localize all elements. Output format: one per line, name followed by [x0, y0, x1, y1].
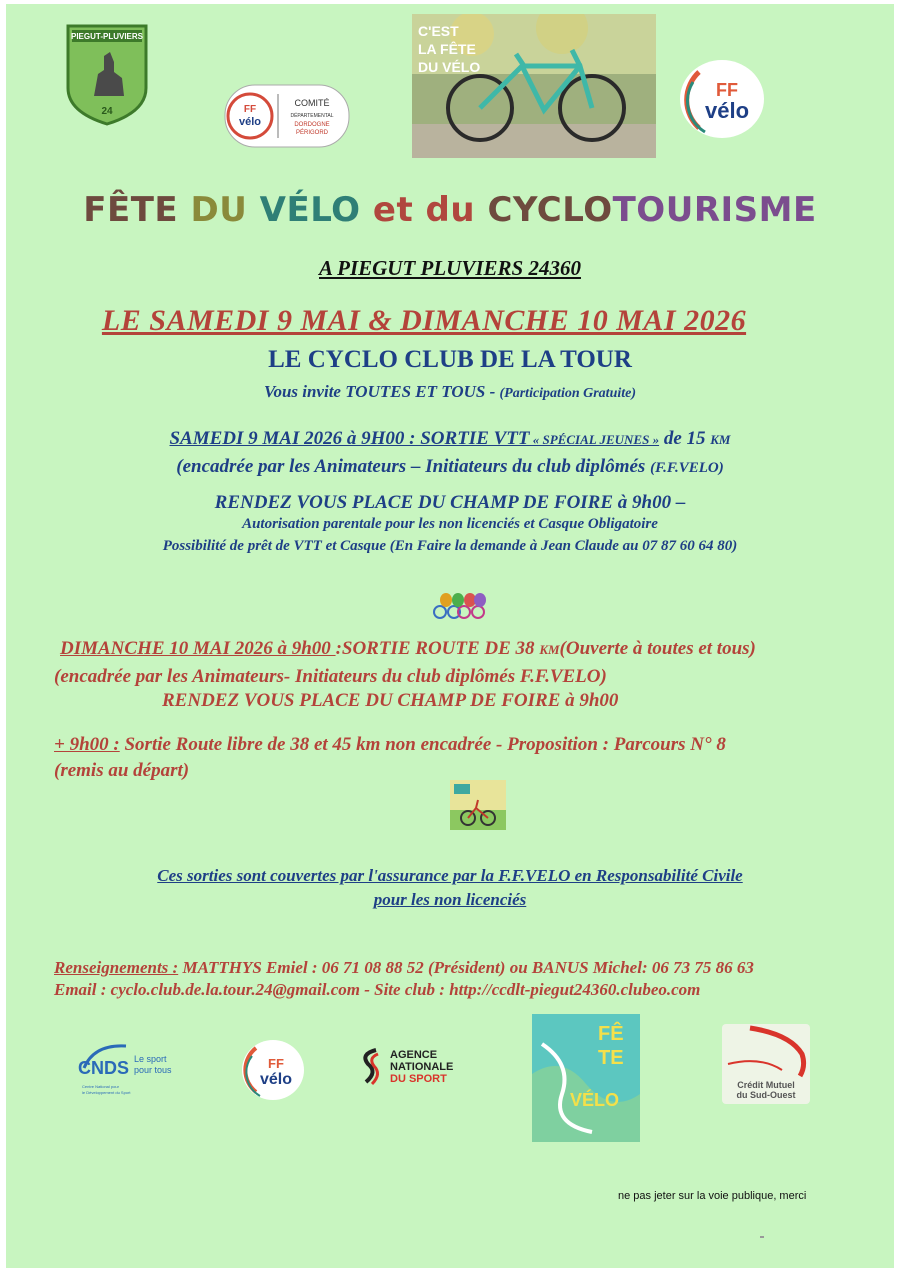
saturday-authorization: Autorisation parentale pour les non licenciés et Casque Obligatoire: [242, 516, 658, 532]
saturday-ffvelo: (F.F.VELO): [650, 460, 724, 476]
ffvelo-logo-bottom: [240, 1038, 306, 1102]
insurance-line-1: Ces sorties sont couvertes par l'assurance par la F.F.VELO en Responsabilité Civile: [157, 866, 743, 885]
invitation-text: Vous invite TOUTES ET TOUS -: [263, 382, 500, 401]
saturday-what: SORTIE VTT: [415, 428, 530, 449]
flyer-page: [6, 4, 894, 1268]
ffvelo2-ff-text: FF: [268, 1056, 284, 1071]
comite-ff-text: FF: [243, 104, 257, 115]
sunday-ride-line: [60, 638, 860, 660]
cnds-name: CNDS: [78, 1058, 130, 1078]
saturday-distance: de 15: [659, 428, 711, 449]
shield-number: 24: [101, 106, 113, 117]
comite-velo-text: vélo: [238, 116, 262, 128]
email-site-line: Email : cyclo.club.de.la.tour.24@gmail.com - Site club : http://ccdlt-piegut24360.clubeo.com: [54, 980, 701, 999]
sunday-when: DIMANCHE 10 MAI 2026 à 9h00: [60, 638, 336, 659]
cnds-sub2: le Développement du Sport: [82, 1090, 131, 1095]
free-ride-line: [54, 734, 874, 756]
free-ride-text: Sortie Route libre de 38 et 45 km non encadrée - Proposition : Parcours N° 8: [119, 734, 726, 755]
photo-line2: LA FÊTE: [418, 41, 476, 57]
cnds-sub1: Centre National pour: [82, 1084, 119, 1089]
free-ride-note: (remis au départ): [54, 760, 190, 781]
title-part-cyclo: CYCLO: [487, 190, 613, 230]
cnds-tagline1: Le sport: [134, 1054, 167, 1064]
comite-line2: DÉPARTEMENTAL: [290, 113, 334, 119]
saturday-loan: Possibilité de prêt de VTT et Casque (En Faire la demande à Jean Claude au 07 87 60 64 80): [162, 538, 738, 554]
comite-line3: DORDOGNE: [294, 122, 330, 128]
poster-line2: TE: [598, 1047, 624, 1069]
page-mark: [760, 1236, 764, 1238]
cnds-logo: [74, 1038, 180, 1100]
free-ride-label: + 9h00 :: [54, 734, 120, 755]
bike-photo: [412, 14, 656, 158]
ans-line3: DU SPORT: [390, 1073, 447, 1085]
credit-mutuel-logo: [720, 1020, 812, 1106]
saturday-ride-line: [6, 428, 894, 450]
sunday-open: (Ouverte à toutes et tous): [559, 638, 756, 659]
main-title: [6, 190, 894, 230]
invitation-line: [6, 382, 894, 402]
saturday-unit: KM: [710, 432, 731, 447]
contact-persons: MATTHYS Emiel : 06 71 08 88 52 (Président) ou BANUS Michel: 06 73 75 86 63: [178, 958, 754, 977]
saturday-meeting: RENDEZ VOUS PLACE DU CHAMP DE FOIRE à 9h00 –: [214, 492, 686, 513]
sunday-unit: KM: [539, 642, 560, 657]
title-part-tourisme: TOURISME: [612, 190, 817, 230]
ffvelo-logo: [677, 58, 767, 140]
dates-heading: LE SAMEDI 9 MAI & DIMANCHE 10 MAI 2026: [101, 304, 747, 337]
poster-line1: FÊ: [598, 1023, 624, 1045]
ffvelo-velo-text: vélo: [704, 98, 750, 123]
title-part-velo: VÉLO: [259, 190, 373, 230]
photo-line1: C'EST: [418, 23, 459, 39]
poster-line3: VÉLO: [570, 1090, 620, 1110]
comite-line1: COMITÉ: [294, 98, 330, 108]
insurance-line-2: pour les non licenciés: [373, 890, 527, 909]
comite-departemental-logo: [224, 84, 350, 148]
contact-line: [54, 958, 874, 978]
ffvelo2-velo-text: vélo: [259, 1071, 293, 1088]
fete-du-velo-poster: [532, 1014, 640, 1142]
saturday-supervision-line: [6, 456, 894, 478]
photo-line3: DU VÉLO: [418, 59, 481, 75]
saturday-special: « SPÉCIAL JEUNES »: [529, 432, 660, 447]
cmso-line1: Crédit Mutuel: [737, 1080, 795, 1090]
agence-nationale-du-sport-logo: [358, 1044, 478, 1088]
sunday-supervision: (encadrée par les Animateurs- Initiateurs du club diplômés F.F.VELO): [54, 666, 607, 687]
sunday-what: :SORTIE ROUTE DE 38: [335, 638, 540, 659]
cmso-line2: du Sud-Ouest: [736, 1090, 796, 1100]
piegut-pluviers-shield-logo: [64, 22, 150, 126]
contact-label: Renseignements :: [54, 958, 179, 977]
title-part-et-du: et du: [372, 190, 488, 230]
saturday-when: SAMEDI 9 MAI 2026 à 9H00 :: [169, 428, 416, 449]
ans-line1: AGENCE: [390, 1049, 438, 1061]
ans-line2: NATIONALE: [390, 1061, 454, 1073]
location-heading: A PIEGUT PLUVIERS 24360: [319, 256, 581, 280]
title-part-fete: FÊTE: [83, 190, 191, 230]
cnds-tagline2: pour tous: [134, 1065, 172, 1075]
shield-title: PIEGUT-PLUVIERS: [70, 32, 144, 41]
cyclists-icon: [430, 588, 492, 620]
fete-du-velo-illustration: [450, 780, 506, 830]
sunday-meeting: RENDEZ VOUS PLACE DU CHAMP DE FOIRE à 9h00: [162, 690, 619, 711]
ffvelo-ff-text: FF: [716, 80, 738, 100]
club-name: LE CYCLO CLUB DE LA TOUR: [268, 346, 632, 373]
invitation-note: (Participation Gratuite): [499, 386, 637, 401]
saturday-supervision: (encadrée par les Animateurs – Initiateurs du club diplômés: [176, 456, 651, 477]
title-part-du: DU: [190, 190, 260, 230]
comite-line4: PÉRIGORD: [295, 130, 329, 136]
footnote: ne pas jeter sur la voie publique, merci: [618, 1190, 807, 1202]
